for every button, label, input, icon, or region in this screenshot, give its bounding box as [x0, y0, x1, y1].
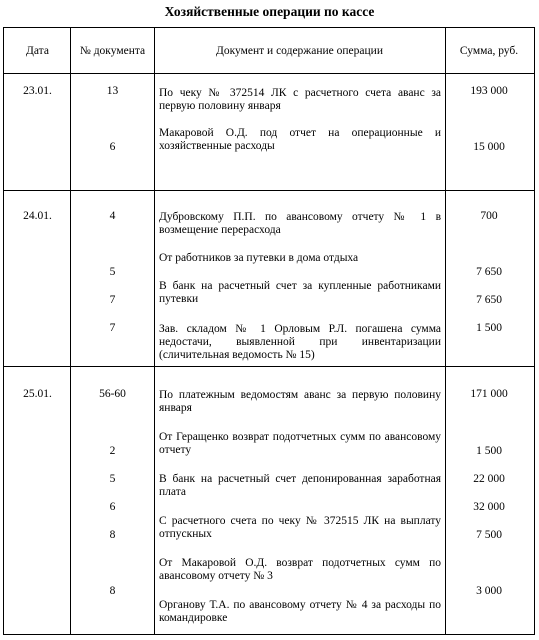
operation-text: По платежным ведомостям аванс за первую половину января [159, 389, 441, 414]
header-amount: Сумма, руб. [459, 45, 519, 57]
operation-text: В банк на расчетный счет за купленные работниками путевки [159, 280, 441, 305]
row-divider [4, 366, 534, 367]
operation-text: От Геращенко возврат подотчетных сумм по авансовому отчету [159, 431, 441, 456]
amount: 7 650 [476, 266, 502, 278]
row-date: 24.01. [23, 210, 52, 222]
amount: 3 000 [476, 585, 502, 597]
operation-text: В банк на расчетный счет депонированная заработная плата [159, 473, 441, 498]
header-date: Дата [26, 45, 49, 57]
operation-text: По чеку № 372514 ЛК с расчетного счета аванс за первую половину января [159, 87, 441, 112]
operation-text: От работников за путевки в дома отдыха [159, 252, 359, 264]
doc-num: 13 [106, 85, 119, 97]
row-divider [4, 190, 534, 191]
header-content: Документ и содержание операции [216, 45, 383, 57]
cash-operations-table [3, 27, 535, 635]
amount: 1 500 [476, 445, 502, 457]
doc-num: 6 [109, 141, 116, 153]
operation-text: Зав. складом № 1 Орловым Р.Л. погашена сумма недостачи, выявленной при инвентаризации (сличительная ведомость № 15) [159, 323, 441, 361]
amount: 32 000 [473, 501, 505, 513]
doc-num: 5 [109, 473, 116, 485]
row-date: 25.01. [23, 388, 52, 400]
operation-text: С расчетного счета по чеку № 372515 ЛК на выплату отпускных [159, 515, 441, 540]
operation-text: От Макаровой О.Д. возврат подотчетных сумм по авансовому отчету № 3 [159, 557, 441, 582]
doc-num: 8 [109, 529, 116, 541]
operation-text: Органову Т.А. по авансовому отчету № 4 за расходы по командировке [159, 599, 441, 624]
column-divider [154, 28, 155, 634]
amount: 7 500 [476, 529, 502, 541]
doc-num: 4 [109, 210, 116, 222]
amount: 171 000 [470, 388, 508, 400]
amount: 7 650 [476, 294, 502, 306]
header-divider [4, 73, 534, 74]
doc-num: 8 [109, 585, 116, 597]
amount: 193 000 [470, 85, 508, 97]
doc-num: 6 [109, 501, 116, 513]
doc-num: 7 [109, 322, 116, 334]
doc-num: 56-60 [99, 388, 126, 400]
operation-text: Дубровскому П.П. по авансовому отчету № 1 в возмещение перерасхода [159, 211, 441, 236]
amount: 22 000 [473, 473, 505, 485]
row-date: 23.01. [23, 85, 52, 97]
operation-text: Макаровой О.Д. под отчет на операционные и хозяйственные расходы [159, 127, 441, 152]
doc-num: 5 [109, 266, 116, 278]
amount: 15 000 [473, 141, 505, 153]
amount: 1 500 [476, 322, 502, 334]
doc-num: 2 [109, 445, 116, 457]
amount: 700 [480, 210, 498, 222]
header-doc-num: № документа [79, 45, 146, 57]
doc-num: 7 [109, 294, 116, 306]
page-title: Хозяйственные операции по кассе [164, 4, 375, 19]
